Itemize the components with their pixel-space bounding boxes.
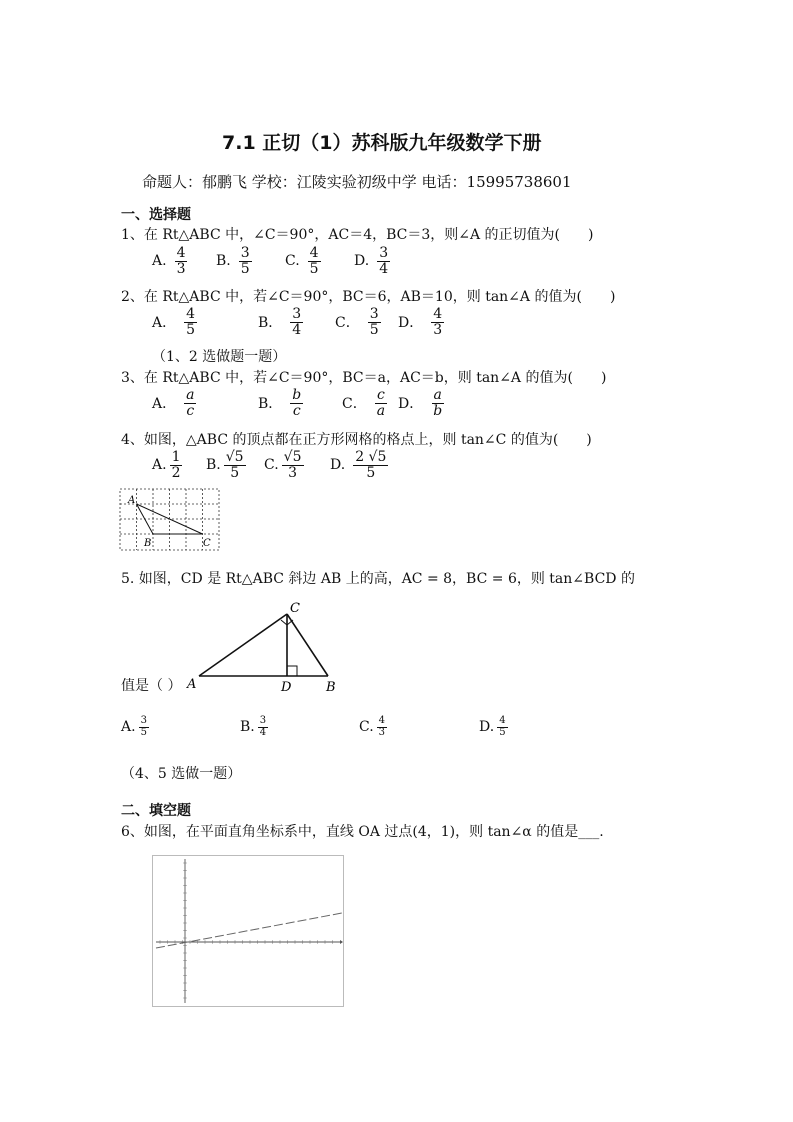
option-label: C． [335,315,360,332]
option-label: B. [216,253,231,270]
option-fraction: $\frac{3}{4}$ [292,306,302,338]
option-label: C. [359,719,374,735]
question-3-option-d[interactable] [398,388,446,418]
question-2-option-d[interactable] [398,307,446,337]
question-6-coordinate-figure [152,855,344,1007]
author-info: 命题人：郁鹏飞 学校：江陵实验初级中学 电话：15995738601 [142,173,572,191]
option-fraction: $\frac{4}{5}$ [186,306,196,338]
vertex-d-label: D [281,680,292,693]
option-fraction: $\frac{4}{5}$ [499,715,506,738]
right-angle-marks [281,620,297,676]
axis-ticks [160,863,333,998]
triangle-acb [199,614,328,676]
option-label: C． [342,396,367,413]
option-fraction: $\frac{3}{5}$ [240,245,250,277]
option-label: D. [354,253,370,270]
question-1-option-a[interactable] [152,246,189,276]
question-4-option-d[interactable] [330,450,390,480]
option-fraction: $\frac{b}{c}$ [292,387,302,419]
option-fraction: $\frac{2 √5}{5}$ [355,449,387,481]
vertex-a-label: A [187,677,197,692]
question-2-text: 2、在 Rt△ABC 中，若∠C＝90°，BC＝6，AB＝10，则 tan∠A 的值为( ) [121,289,616,305]
option-label: B. [206,457,221,474]
question-5-note: （4、5 选做一题） [121,766,242,782]
question-5-text: 5. 如图，CD 是 Rt△ABC 斜边 AB 上的高，AC = 8，BC = 6，则 tan∠BCD 的 [121,571,635,587]
question-5-triangle-figure [185,598,345,693]
option-fraction: $\frac{1}{2}$ [171,449,181,481]
option-label: B． [258,396,283,413]
option-label: C. [285,253,300,270]
vertex-c-label: C [203,538,211,549]
option-label: B． [258,315,283,332]
option-label: A． [152,396,177,413]
option-label: D. [330,457,346,474]
question-3-option-a[interactable] [152,388,198,418]
vertex-b-label: B [326,680,336,693]
question-4-option-b[interactable] [206,450,248,480]
x-axis-arrow [340,940,343,944]
option-label: D. [479,719,495,735]
option-fraction: $\frac{√5}{3}$ [283,449,302,481]
question-5-option-c[interactable] [359,716,389,738]
question-1-text: 1、在 Rt△ABC 中，∠C＝90°，AC＝4，BC＝3，则∠A 的正切值为( ) [121,227,594,243]
vertex-c-label: C [290,601,300,616]
question-5-option-a[interactable] [121,716,151,738]
question-5-tail: 值是（ ） [121,678,182,694]
question-4-text: 4、如图，△ABC 的顶点都在正方形网格的格点上，则 tan∠C 的值为( ) [121,432,592,448]
figure-frame [153,856,344,1007]
question-3-option-c[interactable] [342,388,389,418]
question-1-option-d[interactable] [354,246,392,276]
vertex-b-label: B [144,538,152,549]
option-label: C. [264,457,279,474]
option-fraction: $\frac{3}{4}$ [259,715,267,738]
question-4-grid-figure [119,488,221,552]
option-fraction: $\frac{4}{3}$ [176,245,186,277]
option-fraction: $\frac{√5}{5}$ [225,449,244,481]
option-fraction: $\frac{3}{5}$ [369,306,379,338]
option-label: A. [152,253,167,270]
option-label: D． [398,315,424,332]
option-fraction: $\frac{3}{5}$ [140,715,147,738]
question-2-option-c[interactable] [335,307,383,337]
section-fill-heading: 二、填空题 [121,803,191,819]
option-fraction: $\frac{a}{b}$ [433,387,443,419]
question-3-text: 3、在 Rt△ABC 中，若∠C＝90°，BC＝a，AC＝b，则 tan∠A 的值为( ) [121,370,607,386]
question-2-note: （1、2 选做题一题） [152,349,287,365]
option-label: A. [121,719,136,735]
question-6-text: 6、如图，在平面直角坐标系中，直线 OA 过点(4，1)，则 tan∠α 的值是___. [121,824,604,840]
option-fraction: $\frac{a}{c}$ [186,387,195,419]
question-2-option-b[interactable] [258,307,305,337]
option-fraction: $\frac{4}{3}$ [433,306,443,338]
question-4-option-a[interactable] [152,450,184,480]
option-fraction: $\frac{4}{5}$ [309,245,319,277]
question-5-option-d[interactable] [479,716,510,738]
option-label: A. [152,457,167,474]
section-choice-heading: 一、选择题 [121,207,191,223]
page-title: 7.1 正切（1）苏科版九年级数学下册 [222,132,542,154]
option-label: D． [398,396,424,413]
option-label: B. [240,719,255,735]
question-5-option-b[interactable] [240,716,270,738]
question-1-option-c[interactable] [285,246,323,276]
question-3-option-b[interactable] [258,388,305,418]
option-fraction: $\frac{4}{3}$ [378,715,386,738]
question-1-option-b[interactable] [216,246,254,276]
question-2-option-a[interactable] [152,307,199,337]
option-fraction: $\frac{3}{4}$ [379,245,389,277]
question-4-option-c[interactable] [264,450,306,480]
option-label: A． [152,315,177,332]
vertex-a-label: A [128,495,136,506]
option-fraction: $\frac{c}{a}$ [376,387,386,419]
